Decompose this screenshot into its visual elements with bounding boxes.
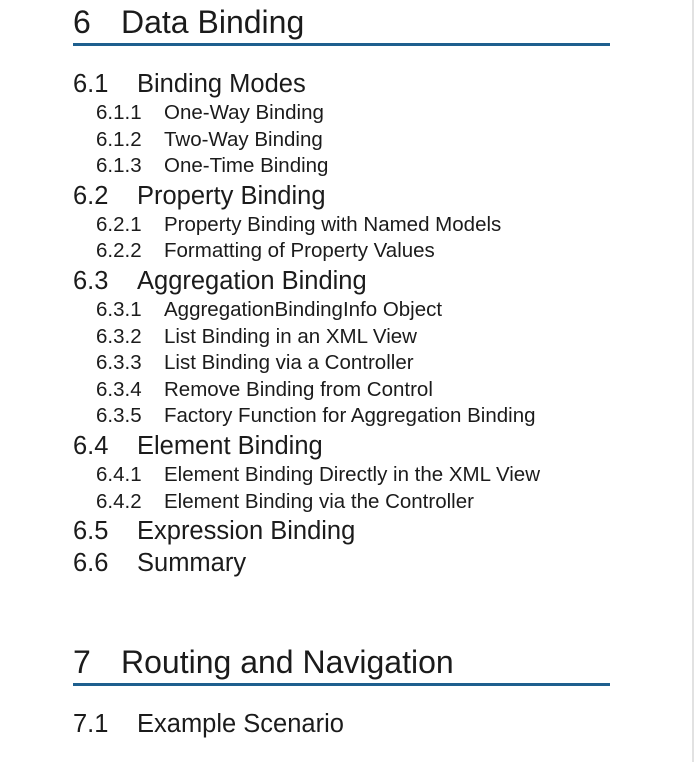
toc-section[interactable] [73,180,673,212]
toc-section[interactable] [73,265,673,297]
subsection-title: Factory Function for Aggregation Binding [164,404,536,428]
subsection-number: 6.1.1 [96,101,142,124]
section-number: 6.3 [73,266,109,295]
section-number: 6.5 [73,517,109,546]
toc-subsection[interactable] [73,127,673,154]
chapter-underline [73,683,610,686]
toc-section[interactable] [73,547,673,579]
section-number: 6.6 [73,549,109,578]
chapter-title-text: Routing and Navigation [121,644,454,680]
section-title: Aggregation Binding [137,266,367,295]
toc-section[interactable] [73,708,673,740]
subsection-title: AggregationBindingInfo Object [164,297,443,321]
section-title: Summary [137,549,247,578]
subsection-number: 6.3.3 [96,351,142,375]
subsection-title: List Binding in an XML View [164,324,417,348]
subsection-number: 6.4.1 [96,462,142,486]
subsection-title: Two-Way Binding [164,127,323,151]
toc-section[interactable] [73,430,673,462]
subsection-title: Property Binding with Named Models [164,212,502,236]
subsection-title: Formatting of Property Values [164,239,435,263]
chapter-6-heading [73,4,610,46]
toc-subsection[interactable] [73,153,673,180]
chapter-6-toc [73,68,673,579]
subsection-number: 6.3.4 [96,377,142,401]
subsection-number: 6.3.5 [96,404,142,428]
section-number: 6.4 [73,431,109,460]
chapter-number: 7 [73,644,91,680]
toc-subsection[interactable] [73,100,673,127]
toc-section[interactable] [73,68,673,100]
chapter-7-toc [73,708,673,740]
section-title: Binding Modes [137,70,306,98]
toc-subsection[interactable] [73,403,673,430]
toc-subsection[interactable] [73,238,673,265]
subsection-number: 6.2.2 [96,239,142,263]
chapter-underline [73,43,610,46]
subsection-number: 6.4.2 [96,489,142,513]
section-number: 7.1 [73,710,109,738]
toc-subsection[interactable] [73,350,673,377]
subsection-number: 6.2.1 [96,212,142,236]
chapter-title-text: Data Binding [121,4,305,40]
subsection-title: One-Way Binding [164,101,324,124]
chapter-number: 6 [73,4,91,40]
section-number: 6.1 [73,70,109,98]
subsection-title: Remove Binding from Control [164,377,433,401]
section-title: Property Binding [137,181,326,210]
chapter-title [73,4,610,40]
chapter-title [73,644,610,680]
subsection-number: 6.3.2 [96,324,142,348]
toc-subsection[interactable] [73,297,673,324]
toc-subsection[interactable] [73,489,673,516]
toc-subsection[interactable] [73,324,673,351]
toc-subsection[interactable] [73,462,673,489]
subsection-number: 6.1.3 [96,154,142,178]
section-title: Expression Binding [137,517,356,546]
subsection-number: 6.3.1 [96,297,142,321]
subsection-title: One-Time Binding [164,154,329,178]
toc-subsection[interactable] [73,212,673,239]
subsection-number: 6.1.2 [96,127,142,151]
toc-subsection[interactable] [73,377,673,404]
toc-section[interactable] [73,515,673,547]
chapter-7-heading [73,644,610,686]
section-title: Example Scenario [137,710,344,738]
section-title: Element Binding [137,431,323,460]
section-number: 6.2 [73,181,109,210]
subsection-title: Element Binding Directly in the XML View [164,462,541,486]
subsection-title: List Binding via a Controller [164,351,414,375]
subsection-title: Element Binding via the Controller [164,489,474,513]
